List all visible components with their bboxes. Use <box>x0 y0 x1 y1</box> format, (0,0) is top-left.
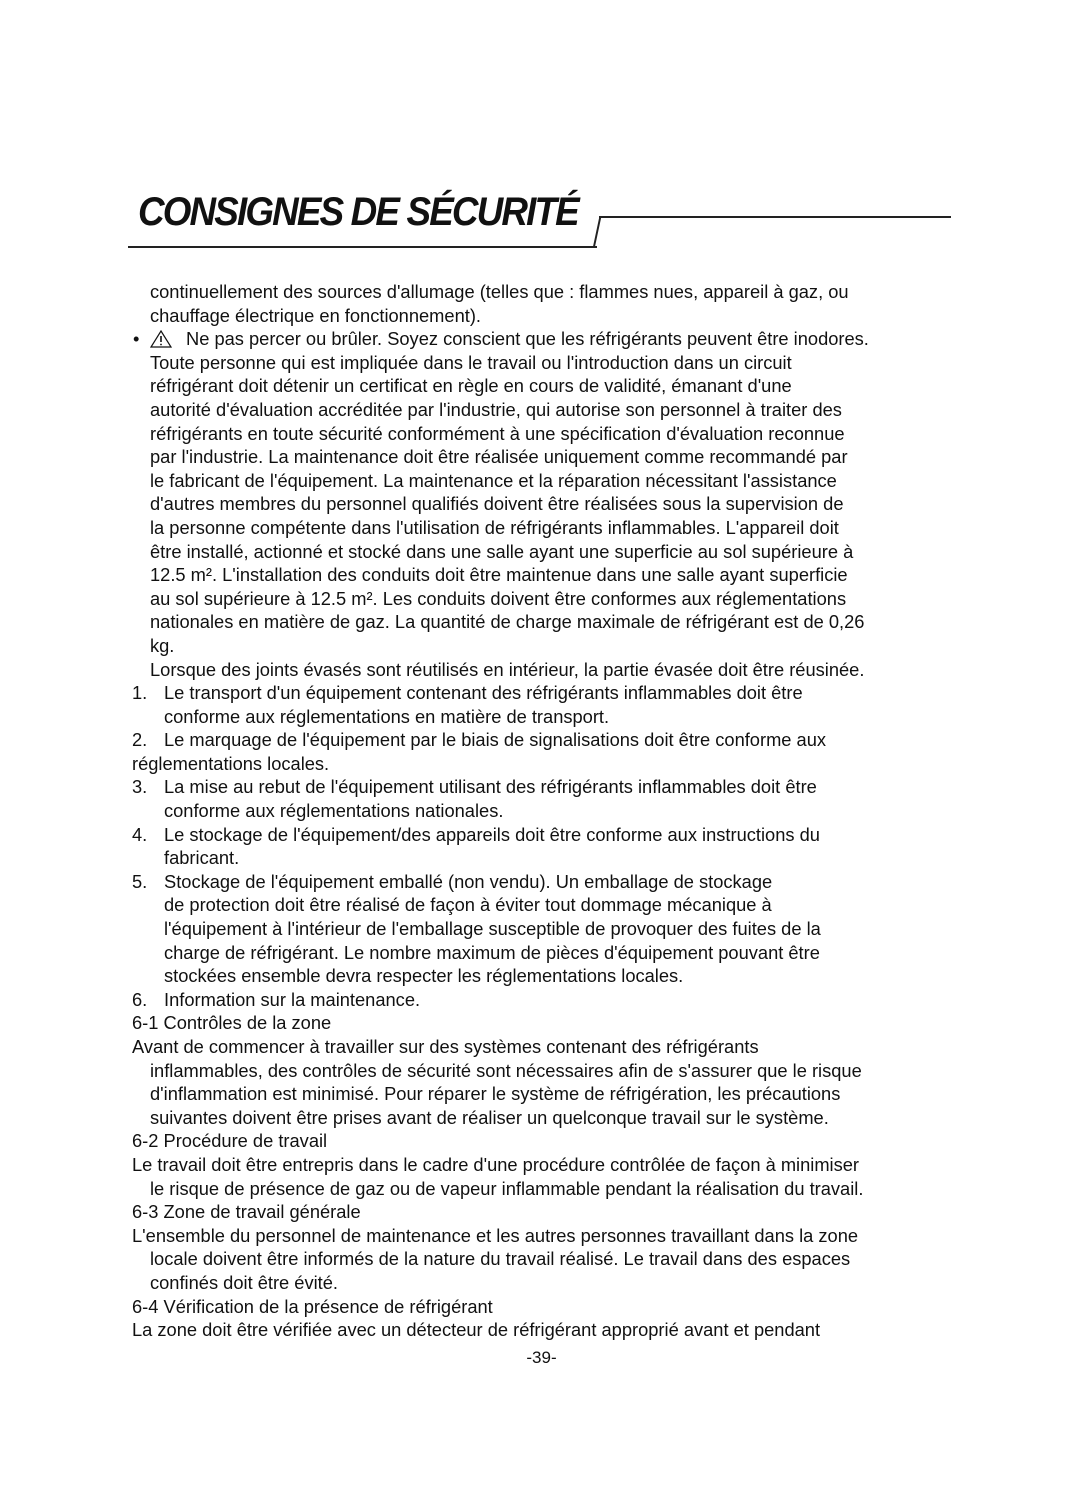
text-line <box>0 610 1083 634</box>
line-text: locale doivent être informés de la nature du travail réalisé. Le travail dans des espaces <box>150 1248 851 1270</box>
text-line <box>0 752 1083 776</box>
line-text: inflammables, des contrôles de sécurité sont nécessaires afin de s'assurer que le risque <box>150 1059 862 1081</box>
line-text: conforme aux réglementations en matière de transport. <box>164 705 610 727</box>
line-text: nationales en matière de gaz. La quantité de charge maximale de réfrigérant est de 0,26 <box>150 611 865 633</box>
text-line <box>0 1082 1083 1106</box>
text-line <box>0 1106 1083 1130</box>
text-line <box>0 492 1083 516</box>
text-line <box>0 634 1083 658</box>
line-text: Toute personne qui est impliquée dans le travail ou l'introduction dans un circuit <box>150 351 792 373</box>
line-text: Le transport d'un équipement contenant des réfrigérants inflammables doit être <box>164 682 803 704</box>
text-line <box>0 280 1083 304</box>
numbered-item-line <box>0 823 1083 847</box>
title-rule-slant <box>593 217 602 248</box>
title-rule-extension <box>599 216 951 218</box>
line-text: être installé, actionné et stocké dans une salle ayant une superficie au sol supérieure à <box>150 540 854 562</box>
text-line <box>0 1059 1083 1083</box>
line-text: kg. <box>150 634 175 656</box>
line-text: 6-2 Procédure de travail <box>132 1130 328 1152</box>
text-line <box>0 1200 1083 1224</box>
text-line <box>0 1271 1083 1295</box>
text-line <box>0 1129 1083 1153</box>
line-text: stockées ensemble devra respecter les réglementations locales. <box>164 965 684 987</box>
line-text: par l'industrie. La maintenance doit être réalisée uniquement comme recommandé par <box>150 446 848 468</box>
line-text: Ne pas percer ou brûler. Soyez conscient que les réfrigérants peuvent être inodores. <box>186 328 869 350</box>
bullet-item-line <box>0 327 1083 351</box>
text-line <box>0 1177 1083 1201</box>
item-number: 1. <box>132 682 148 704</box>
item-number: 4. <box>132 823 148 845</box>
line-text: Stockage de l'équipement emballé (non vendu). Un emballage de stockage <box>164 870 773 892</box>
numbered-item-line <box>0 988 1083 1012</box>
text-line <box>0 587 1083 611</box>
line-text: fabricant. <box>164 847 240 869</box>
text-line <box>0 422 1083 446</box>
bullet-marker: • <box>133 328 140 350</box>
line-text: L'ensemble du personnel de maintenance et les autres personnes travaillant dans la zone <box>132 1224 859 1246</box>
document-body <box>0 280 1083 1342</box>
text-line <box>0 304 1083 328</box>
item-number: 2. <box>132 729 148 751</box>
line-text: la personne compétente dans l'utilisation de réfrigérants inflammables. L'appareil doit <box>150 516 839 538</box>
item-number: 5. <box>132 870 148 892</box>
warning-icon <box>150 330 172 348</box>
text-line <box>0 540 1083 564</box>
line-text: réfrigérant doit détenir un certificat en règle en cours de validité, émanant d'une <box>150 375 792 397</box>
line-text: continuellement des sources d'allumage (telles que : flammes nues, appareil à gaz, ou <box>150 281 849 302</box>
line-text: charge de réfrigérant. Le nombre maximum de pièces d'équipement pouvant être <box>164 941 820 963</box>
item-number: 3. <box>132 776 148 798</box>
line-text: Le stockage de l'équipement/des appareils doit être conforme aux instructions du <box>164 823 820 845</box>
line-text: autorité d'évaluation accréditée par l'industrie, qui autorise son personnel à traiter des <box>150 398 842 420</box>
text-line <box>0 658 1083 682</box>
line-text: Lorsque des joints évasés sont réutilisés en intérieur, la partie évasée doit être réusinée. <box>150 658 865 680</box>
text-line <box>0 374 1083 398</box>
line-text: d'inflammation est minimisé. Pour réparer le système de réfrigération, les précautions <box>150 1083 841 1105</box>
line-text: le risque de présence de gaz ou de vapeur inflammable pendant la réalisation du travail. <box>150 1177 864 1199</box>
line-text: Le travail doit être entrepris dans le cadre d'une procédure contrôlée de façon à minimiser <box>132 1153 860 1175</box>
line-text: chauffage électrique en fonctionnement). <box>150 304 481 326</box>
text-line <box>0 351 1083 375</box>
text-line <box>0 1035 1083 1059</box>
line-text: 6-3 Zone de travail générale <box>132 1201 361 1223</box>
text-line <box>0 445 1083 469</box>
numbered-item-line <box>0 728 1083 752</box>
text-line <box>0 917 1083 941</box>
numbered-item-line <box>0 681 1083 705</box>
text-line <box>0 1011 1083 1035</box>
text-line <box>0 1224 1083 1248</box>
line-text: La zone doit être vérifiée avec un détecteur de réfrigérant approprié avant et pendant <box>132 1319 821 1341</box>
line-text: réfrigérants en toute sécurité conformément à une spécification d'évaluation reconnue <box>150 422 845 444</box>
text-line <box>0 846 1083 870</box>
line-text: Le marquage de l'équipement par le biais de signalisations doit être conforme aux <box>164 729 827 751</box>
text-line <box>0 1318 1083 1342</box>
text-line <box>0 563 1083 587</box>
title-underline <box>128 246 597 248</box>
numbered-item-line <box>0 870 1083 894</box>
line-text: Information sur la maintenance. <box>164 988 421 1010</box>
line-text: l'équipement à l'intérieur de l'emballage susceptible de provoquer des fuites de la <box>164 918 821 940</box>
line-text: suivantes doivent être prises avant de réaliser un quelconque travail sur le système. <box>150 1106 829 1128</box>
line-text: le fabricant de l'équipement. La maintenance et la réparation nécessitant l'assistance <box>150 469 837 491</box>
line-text: au sol supérieure à 12.5 m². Les conduits doivent être conformes aux réglementations <box>150 587 847 609</box>
text-line <box>0 398 1083 422</box>
text-line <box>0 941 1083 965</box>
text-line <box>0 1153 1083 1177</box>
line-text: réglementations locales. <box>132 752 330 774</box>
page-number: -39- <box>526 1348 557 1367</box>
text-line <box>0 1247 1083 1271</box>
text-line <box>0 1295 1083 1319</box>
text-line <box>0 964 1083 988</box>
text-line <box>0 799 1083 823</box>
line-text: confinés doit être évité. <box>150 1271 338 1293</box>
page-title: CONSIGNES DE SÉCURITÉ <box>138 190 578 234</box>
line-text: conforme aux réglementations nationales. <box>164 800 504 822</box>
text-line <box>0 516 1083 540</box>
line-text: La mise au rebut de l'équipement utilisant des réfrigérants inflammables doit être <box>164 776 817 798</box>
line-text: 6-1 Contrôles de la zone <box>132 1012 332 1034</box>
text-line <box>0 705 1083 729</box>
line-text: 12.5 m². L'installation des conduits doit être maintenue dans une salle ayant superficie <box>150 564 848 586</box>
line-text: d'autres membres du personnel qualifiés doivent être réalisées sous la supervision de <box>150 493 844 515</box>
text-line <box>0 893 1083 917</box>
item-number: 6. <box>132 988 148 1010</box>
numbered-item-line <box>0 775 1083 799</box>
line-text: de protection doit être réalisé de façon à éviter tout dommage mécanique à <box>164 894 772 916</box>
text-line <box>0 469 1083 493</box>
line-text: 6-4 Vérification de la présence de réfrigérant <box>132 1295 493 1317</box>
line-text: Avant de commencer à travailler sur des systèmes contenant des réfrigérants <box>132 1036 759 1057</box>
